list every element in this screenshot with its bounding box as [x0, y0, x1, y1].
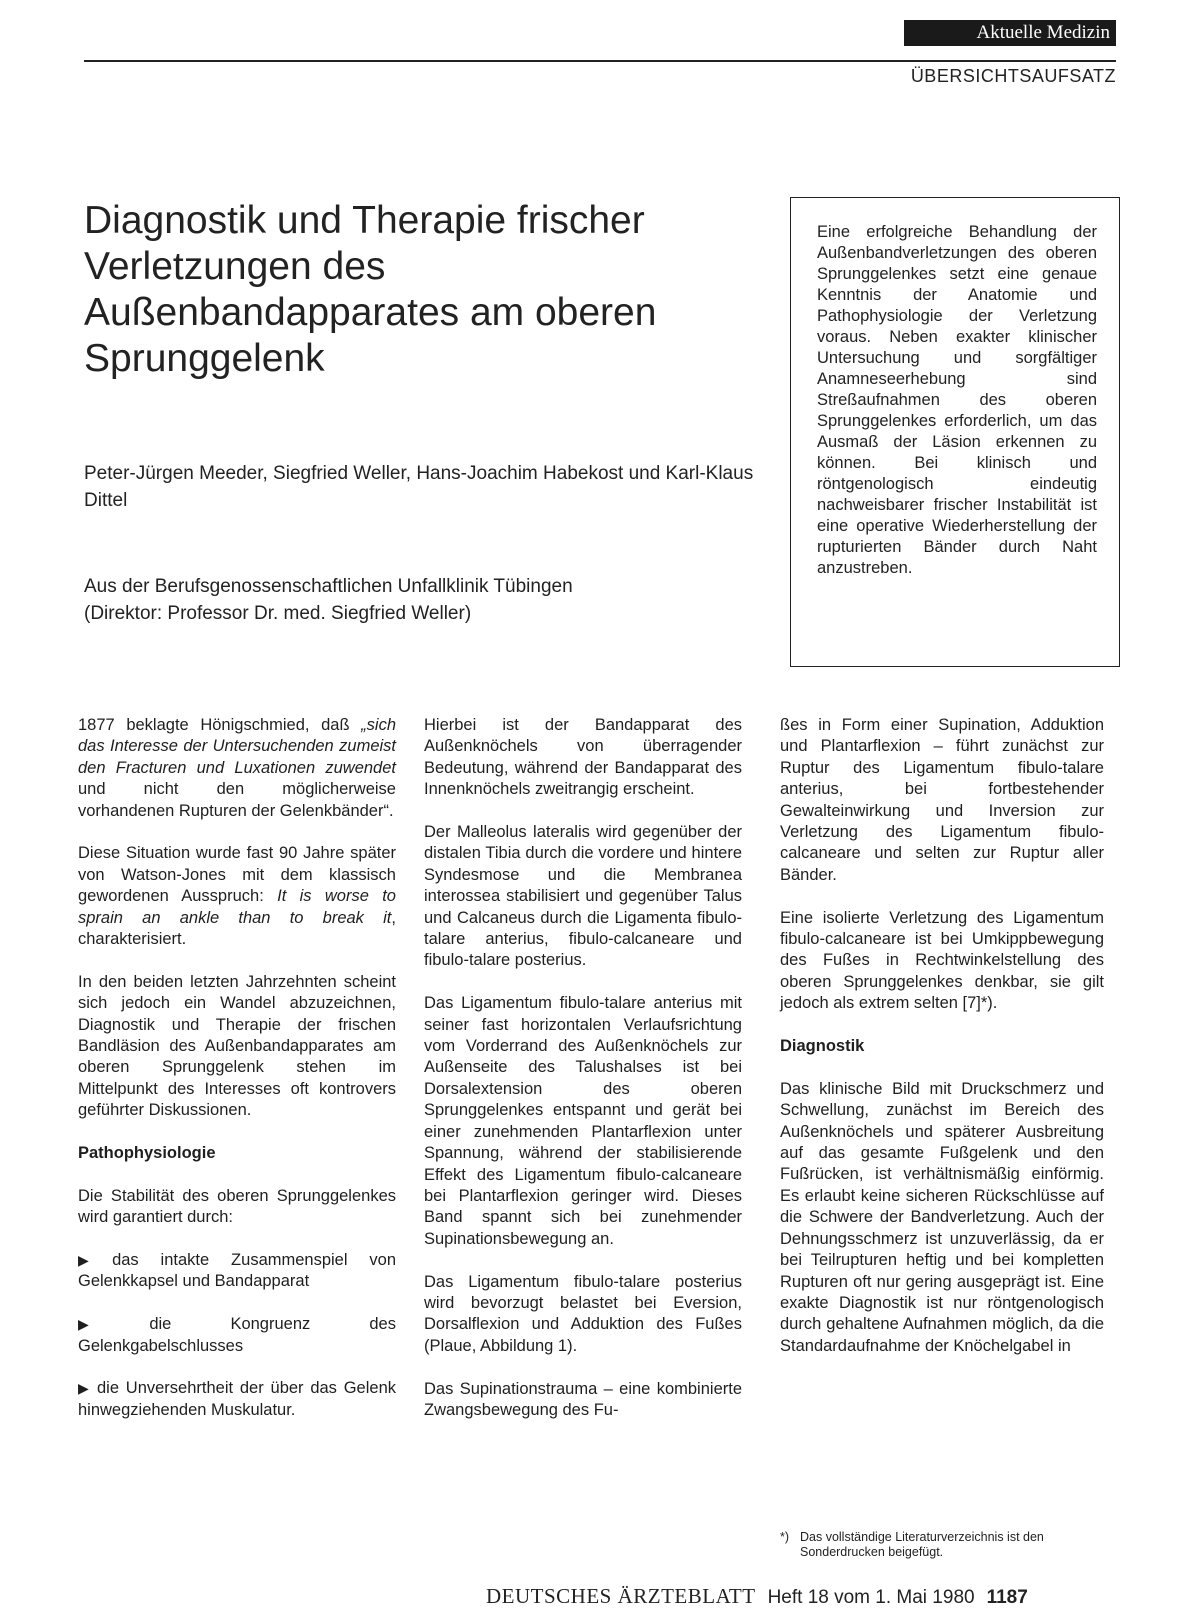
quote-italic: It is worse to sprain an ankle than to break it [78, 887, 396, 927]
paragraph: In den beiden letzten Jahrzehnten scheint sich jedoch ein Wandel abzuzeichnen, Diagnostik und Therapie der frischen Bandläsion des Außenbandapparates am oberen Sprunggelenk stehen im Mittelpunkt des Interesses oft kontrovers geführter Diskussionen. [78, 972, 396, 1120]
paragraph [78, 843, 396, 950]
text-run: , charakterisiert. [78, 908, 396, 949]
article-type: ÜBERSICHTSAUFSATZ [910, 66, 1116, 86]
header-rule [84, 60, 1116, 62]
paragraph: Der Malleolus lateralis wird gegenüber der distalen Tibia durch die vordere und hintere Syndesmose und die Membranea interossea stabilisiert und gegenüber Talus und Calcaneus durch die Ligamenta fibulo-talare anterius, fibulo-calcaneare und fibulo-talare posterius. [424, 823, 742, 970]
paragraph: Das Ligamentum fibulo-talare anterius mit seiner fast horizontalen Verlaufsrichtung vom Vorderrand des Außenknöchels zur Außenseite des Talushalses ist bei Dorsalextension des oberen Sprunggelenkes entspannt und gerät bei einer zunehmenden Plantarflexion unter Spannung, während der stabilisierende Effekt des Ligamentum fibulo-calcaneare bei Plantarflexion geringer wird. Dieses Band spannt sich bei zunehmender Supinationsbewegung an. [424, 994, 742, 1248]
triangle-bullet-icon: ▶ [78, 1316, 144, 1333]
footnote [780, 1530, 1110, 1560]
text-run: 1877 beklagte Hönigschmied, daß [78, 716, 362, 734]
issue-info: Heft 18 vom 1. Mai 1980 [767, 1587, 975, 1608]
list-item-text: die Unversehrtheit der über das Gelenk hinwegziehenden Muskulatur. [78, 1379, 396, 1419]
triangle-bullet-icon: ▶ [78, 1252, 107, 1269]
paragraph: ßes in Form einer Supination, Adduktion und Plantarflexion – führt zunächst zur Ruptur des Ligamentum fibulo-talare anterius, bei fortbestehender Gewalteinwirkung und Inversion zur Verletzung des Ligamentum fibulo-calcaneare und selten zur Ruptur aller Bänder. [780, 716, 1104, 884]
article-affiliation [84, 573, 764, 627]
list-item [78, 1250, 396, 1293]
quote-italic: „sich das Interesse der Untersuchenden zumeist den Fracturen und Luxationen zuwendet [78, 716, 396, 777]
article-authors: Peter-Jürgen Meeder, Siegfried Weller, Hans-Joachim Habekost und Karl-Klaus Dittel [84, 463, 754, 511]
article-title: Diagnostik und Therapie frischer Verletzungen des Außenbandapparates am oberen Sprunggelenk [84, 199, 657, 380]
section-heading-pathophysiologie: Pathophysiologie [78, 1144, 216, 1163]
footnote-text: Das vollständige Literaturverzeichnis ist den Sonderdrucken beigefügt. [800, 1530, 1044, 1559]
paragraph: Eine isolierte Verletzung des Ligamentum fibulo-calcaneare ist bei Umkippbewegung des Fußes in Rechtwinkelstellung des oberen Sprunggelenkes denkbar, sie gilt jedoch als extrem selten [7]*). [780, 908, 1104, 1013]
section-heading-diagnostik: Diagnostik [780, 1037, 865, 1056]
paragraph [78, 715, 396, 822]
list-item-text: das intakte Zusammenspiel von Gelenkkapsel und Bandapparat [78, 1251, 396, 1291]
footnote-mark: *) [780, 1530, 790, 1544]
text-run: Diese Situation wurde fast 90 Jahre später von Watson-Jones mit dem klassisch gewordenen Ausspruch: [78, 844, 396, 906]
triangle-bullet-icon: ▶ [78, 1380, 91, 1397]
list-item-text: die Kongruenz des Gelenkgabelschlusses [78, 1315, 396, 1355]
page-footer [486, 1584, 1028, 1609]
paragraph: Hierbei ist der Bandapparat des Außenknöchels von überragender Bedeutung, während der Bandapparat des Innenknöchels zweitrangig erscheint. [424, 716, 742, 799]
list-item [78, 1378, 396, 1421]
paragraph: Das Supinationstrauma – eine kombinierte Zwangsbewegung des Fu- [424, 1379, 742, 1419]
list-item [78, 1314, 396, 1357]
section-tag: Aktuelle Medizin [904, 20, 1116, 46]
page-number: 1187 [986, 1587, 1028, 1608]
affiliation-institution: Aus der Berufsgenossenschaftlichen Unfallklinik Tübingen [84, 576, 573, 597]
body-column-3 [780, 715, 1104, 1357]
abstract-box [790, 197, 1120, 667]
journal-name: DEUTSCHES ÄRZTEBLATT [486, 1584, 756, 1608]
body-column-1 [78, 715, 396, 1443]
text-run: und nicht den möglicherweise vorhandenen Rupturen der Gelenkbänder“. [78, 780, 396, 820]
paragraph: Das klinische Bild mit Druckschmerz und Schwellung, zunächst im Bereich des Außenknöchels und späterer Ausbreitung auf das gesamte Fußgelenk und den Fußrücken, ist verhältnismäßig einförmig. Es erlaubt keine sicheren Rückschlüsse auf die Schwere der Bandverletzung. Auch der Dehnungsschmerz ist unzuverlässig, da er bei Teilrupturen heftig und bei kompletten Rupturen oft nur gering ausgeprägt ist. Eine exakte Diagnostik ist nur röntgenologisch durch gehaltene Aufnahmen möglich, da die Standardaufnahme der Knöchelgabel in [780, 1079, 1104, 1355]
affiliation-director: (Direktor: Professor Dr. med. Siegfried Weller) [84, 603, 472, 624]
body-column-2 [424, 715, 742, 1421]
paragraph: Die Stabilität des oberen Sprunggelenkes wird garantiert durch: [78, 1186, 396, 1227]
abstract-text: Eine erfolgreiche Behandlung der Außenbandverletzungen des oberen Sprunggelenkes setzt eine genaue Kenntnis der Anatomie und Pathophysiologie der Verletzung voraus. Neben exakter klinischer Untersuchung und sorgfältiger Anamneseerhebung sind Streßaufnahmen des oberen Sprunggelenkes erforderlich, um das Ausmaß der Läsion erkennen zu können. Bei klinisch und röntgenologisch eindeutig nachweisbarer frischer Instabilität ist eine operative Wiederherstellung der rupturierten Bänder durch Naht anzustreben. [817, 223, 1097, 577]
paragraph: Das Ligamentum fibulo-talare posterius wird bevorzugt belastet bei Eversion, Dorsalflexion und Adduktion des Fußes (Plaue, Abbildung 1). [424, 1272, 742, 1355]
